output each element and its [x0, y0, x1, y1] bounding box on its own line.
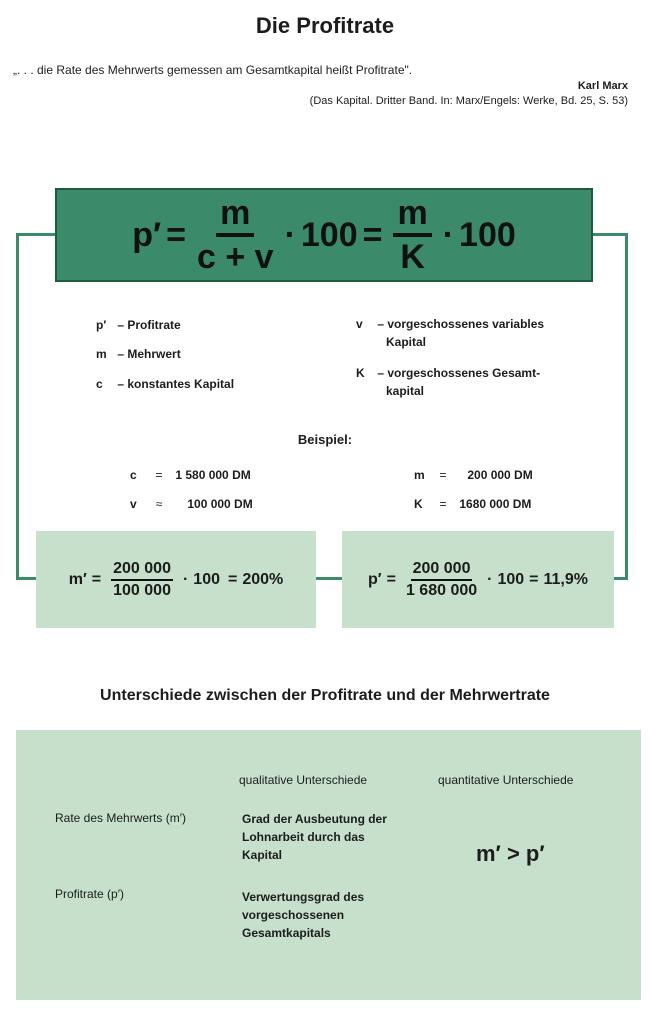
row-label-profitrate: Profitrate (p′)	[55, 887, 124, 901]
formula-equals-2: =	[362, 215, 383, 254]
cell-line: Gesamtkapitals	[242, 926, 331, 940]
calc-equals: =	[386, 570, 396, 588]
cell-line: Lohnarbeit durch das	[242, 830, 365, 844]
calc-denominator: 1 680 000	[405, 581, 478, 599]
example-symbol: m	[414, 468, 425, 482]
calc-box-profitrate	[342, 531, 614, 628]
calc-equals-result: =	[529, 570, 539, 588]
definition-text: – vorgeschossenes variables	[377, 317, 545, 331]
cell-line: Grad der Ausbeutung der	[242, 812, 387, 826]
formula-equals-1: =	[166, 215, 186, 254]
definition-text: – Mehrwert	[117, 347, 181, 361]
quote-author: Karl Marx	[577, 80, 628, 92]
example-value: 100 000 DM	[187, 497, 253, 511]
example-symbol: c	[130, 468, 137, 482]
example-value-k	[414, 497, 531, 511]
quote-text: „. . . die Rate des Mehrwerts gemessen am Gesamtkapital heißt Profitrate".	[13, 63, 413, 77]
formula-factor-1: 100	[300, 215, 358, 254]
definition-v-line2: Kapital	[386, 335, 427, 349]
calc-result: 200%	[242, 570, 284, 588]
column-header-qualitative: qualitative Unterschiede	[239, 773, 368, 787]
calc-multiply: ·	[182, 570, 189, 588]
comparison-table	[16, 730, 641, 1000]
example-value-v	[130, 497, 253, 511]
calc-equals: =	[91, 570, 102, 588]
calc-result: 11,9%	[543, 570, 588, 588]
calc-numerator: 200 000	[111, 561, 173, 581]
page-title: Die Profitrate	[255, 13, 395, 38]
cell-line: vorgeschossenen	[242, 908, 345, 922]
cell-line: Kapital	[242, 848, 283, 862]
cell-line: Verwertungsgrad des	[242, 890, 365, 904]
calc-lhs: p′	[368, 570, 382, 588]
example-value-c	[130, 468, 251, 482]
calc-denominator: 100 000	[113, 581, 171, 599]
example-eq: ≈	[155, 497, 163, 511]
row-label-mehrwertrate: Rate des Mehrwerts (m′)	[55, 811, 186, 825]
example-eq: =	[439, 497, 447, 511]
quantitative-comparison: m′ > p′	[476, 841, 545, 866]
definition-m	[96, 347, 181, 361]
definition-c	[96, 377, 234, 391]
definition-k-line2: kapital	[386, 384, 425, 398]
calc-factor: 100	[193, 570, 220, 588]
formula-multiply-1: ·	[284, 215, 296, 254]
quote-source: (Das Kapital. Dritter Band. In: Marx/Engels: Werke, Bd. 25, S. 53)	[309, 95, 628, 107]
example-value: 200 000 DM	[467, 468, 533, 482]
comparison-heading: Unterschiede zwischen der Profitrate und der Mehrwertrate	[100, 687, 550, 704]
cell-profitrate-qualitative	[242, 888, 364, 942]
definition-text: – vorgeschossenes Gesamt-	[377, 366, 541, 380]
calc-factor: 100	[497, 570, 525, 588]
main-formula-box	[55, 188, 593, 282]
calc-equals-result: =	[228, 570, 238, 588]
formula-fraction-1	[197, 196, 274, 274]
formula-factor-2: 100	[459, 215, 516, 254]
example-symbol: v	[130, 497, 137, 511]
definition-k	[356, 366, 540, 380]
definition-symbol: c	[96, 377, 103, 391]
example-value-m	[414, 468, 533, 482]
fraction-2-denominator: K	[400, 238, 425, 276]
formula-fraction-2	[393, 196, 431, 274]
calc-numerator: 200 000	[411, 561, 473, 581]
fraction-2-numerator: m	[393, 196, 431, 237]
example-eq: =	[439, 468, 447, 482]
calc-box-mehrwertrate	[36, 531, 316, 628]
definition-v	[356, 317, 544, 331]
example-value: 1680 000 DM	[459, 497, 532, 511]
example-heading: Beispiel:	[297, 432, 353, 447]
cell-mehrwertrate-qualitative	[242, 810, 387, 864]
calc-fraction	[111, 561, 173, 599]
column-header-quantitative: quantitative Unterschiede	[438, 773, 574, 787]
calc-lhs: m′	[68, 570, 87, 588]
formula-lhs: p′	[132, 215, 162, 254]
connector-frame	[16, 233, 628, 580]
definition-symbol: K	[356, 366, 365, 380]
definition-text: – konstantes Kapital	[117, 377, 235, 391]
fraction-1-numerator: m	[216, 196, 254, 237]
definition-symbol: v	[356, 317, 363, 331]
calc-fraction	[406, 561, 477, 599]
main-formula	[57, 190, 591, 280]
example-symbol: K	[414, 497, 423, 511]
definition-text: – Profitrate	[117, 318, 181, 332]
formula-multiply-2: ·	[442, 215, 455, 254]
fraction-1-denominator: c + v	[196, 238, 274, 276]
definition-symbol: m	[96, 347, 107, 361]
example-eq: =	[155, 468, 163, 482]
example-value: 1 580 000 DM	[175, 468, 251, 482]
definition-symbol: p′	[96, 318, 107, 332]
calc-multiply: ·	[487, 570, 493, 588]
definition-p	[96, 318, 181, 332]
